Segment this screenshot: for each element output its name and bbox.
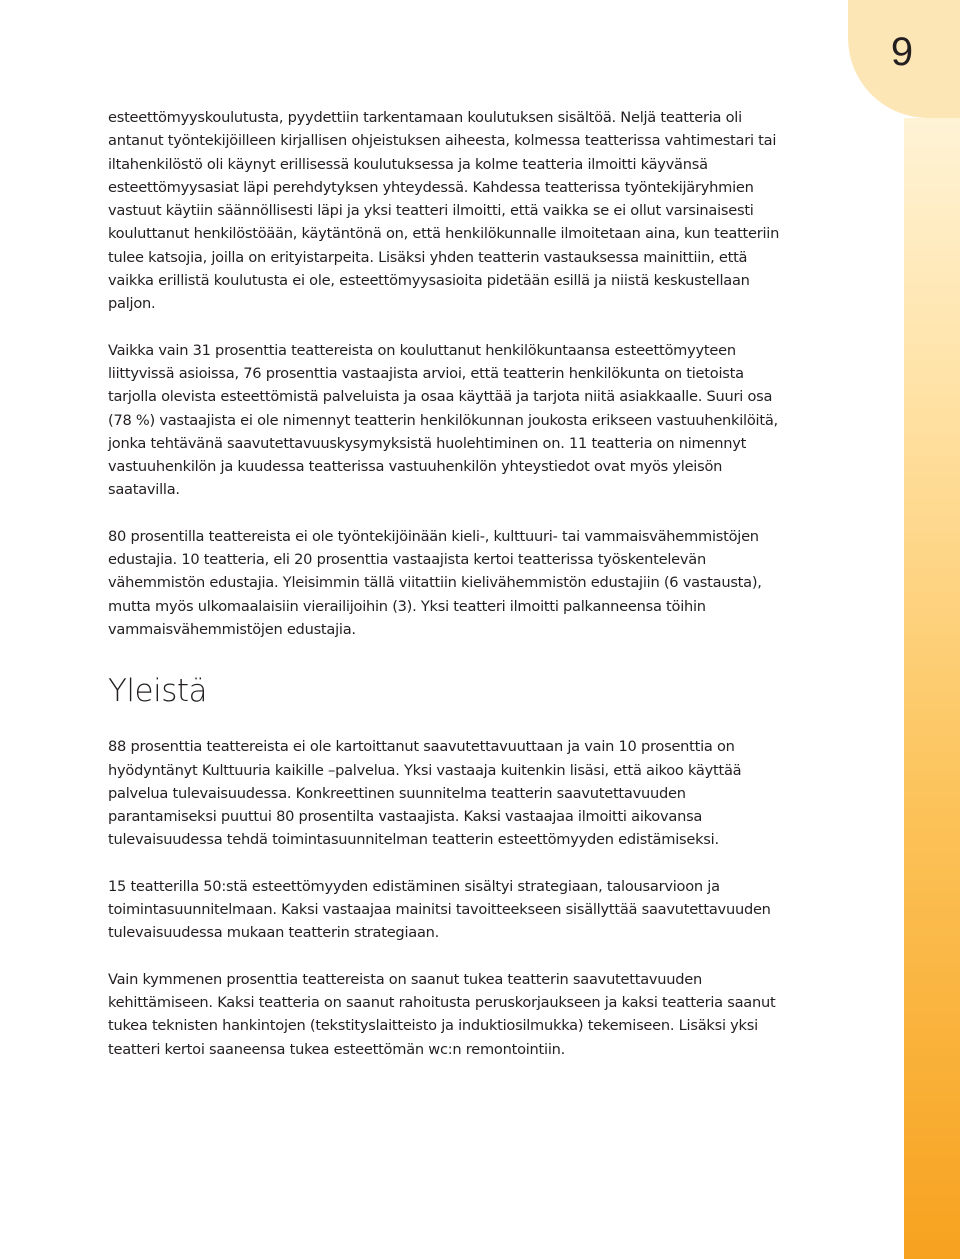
body-paragraph-training: esteettömyyskoulutusta, pyydettiin tarkentamaan koulutuksen sisältöä. Neljä teatteria oli antanut työntekijöilleen kirjallisen ohjeistuksen aiheesta, kolmessa teatterissa vahtimestari tai iltahenkilöstö oli käynyt erillisessä koulutuksessa ja kolme teatteria ilmoitti käyvänsä esteettömyysasiat läpi perehdytyksen yhteydessä. Kahdessa teatterissa työntekijäryhmien vastuut käytiin säännöllisesti läpi ja yksi teatteri ilmoitti, että vaikka se ei ollut varsinaisesti kouluttanut henkilöstöään, käytäntönä on, että henkilökunnalle ilmoitetaan aina, kun teatteriin tulee katsojia, joilla on erityistarpeita. Lisäksi yhden teatterin vastauksessa mainittiin, että vaikka erillistä koulutusta ei ole, esteettömyysasioita pidetään esillä ja niistä keskustellaan paljon. <box>108 109 780 313</box>
section-paragraph-mapping: 88 prosenttia teattereista ei ole kartoittanut saavutettavuuttaan ja vain 10 prosenttia on hyödyntänyt Kulttuuria kaikille –palvelua. Yksi vastaaja kuitenkin lisäsi, että aikoo käyttää palvelua tulevaisuudessa. Konkreettinen suunnitelma teatterin saavutettavuuden parantamiseksi puuttui 80 prosentilta vastaajista. Kaksi vastaajaa ilmoitti aikovansa tulevaisuudessa tehdä toimintasuunnitelman teatterin esteettömyyden edistämiseksi. <box>108 738 742 849</box>
document-body <box>108 106 792 1061</box>
section-paragraph-strategy: 15 teatterilla 50:stä esteettömyyden edistäminen sisältyi strategiaan, talousarvioon ja toimintasuunnitelmaan. Kaksi vastaajaa mainitsi tavoitteekseen sisällyttää saavutettavuuden tulevaisuudessa mukaan teatterin strategiaan. <box>108 877 771 942</box>
section-paragraph-funding: Vain kymmenen prosenttia teattereista on saanut tukea teatterin saavutettavuuden kehittämiseen. Kaksi teatteria on saanut rahoitusta peruskorjaukseen ja kaksi teatteria saanut tukea teknisten hankintojen (tekstityslaitteisto ja induktiosilmukka) tekemiseen. Lisäksi yksi teatteri kertoi saaneensa tukea esteettömän wc:n remontointiin. <box>108 970 776 1058</box>
body-paragraph-minorities: 80 prosentilla teattereista ei ole työntekijöinään kieli-, kulttuuri- tai vammaisvähemmistöjen edustajia. 10 teatteria, eli 20 prosenttia vastaajista kertoi teatterissa työskentelevän vähemmistön edustajia. Yleisimmin tällä viitattiin kielivähemmistön edustajiin (6 vastausta), mutta myös ulkomaalaisiin vierailijoihin (3). Yksi teatteri ilmoitti palkanneensa töihin vammaisvähemmistöjen edustajia. <box>108 527 762 638</box>
section-heading: Yleistä <box>108 673 208 710</box>
side-decoration-band <box>904 118 960 1259</box>
page-number: 9 <box>890 30 914 74</box>
body-paragraph-staff-awareness: Vaikka vain 31 prosenttia teattereista on kouluttanut henkilökuntaansa esteettömyyteen liittyvissä asioissa, 76 prosenttia vastaajista arvioi, että teatterin henkilökunta on tietoista tarjolla olevista esteettömistä palveluista ja osaa käyttää ja tarjota niitä asiakkaalle. Suuri osa (78 %) vastaajista ei ole nimennyt teatterin henkilökunnan joukosta erikseen vastuuhenkilöitä, jonka tehtävänä saavutettavuuskysymyksistä huolehtiminen on. 11 teatteria on nimennyt vastuuhenkilön ja kuudessa teatterissa vastuuhenkilön yhteystiedot ovat myös yleisön saatavilla. <box>108 341 778 499</box>
